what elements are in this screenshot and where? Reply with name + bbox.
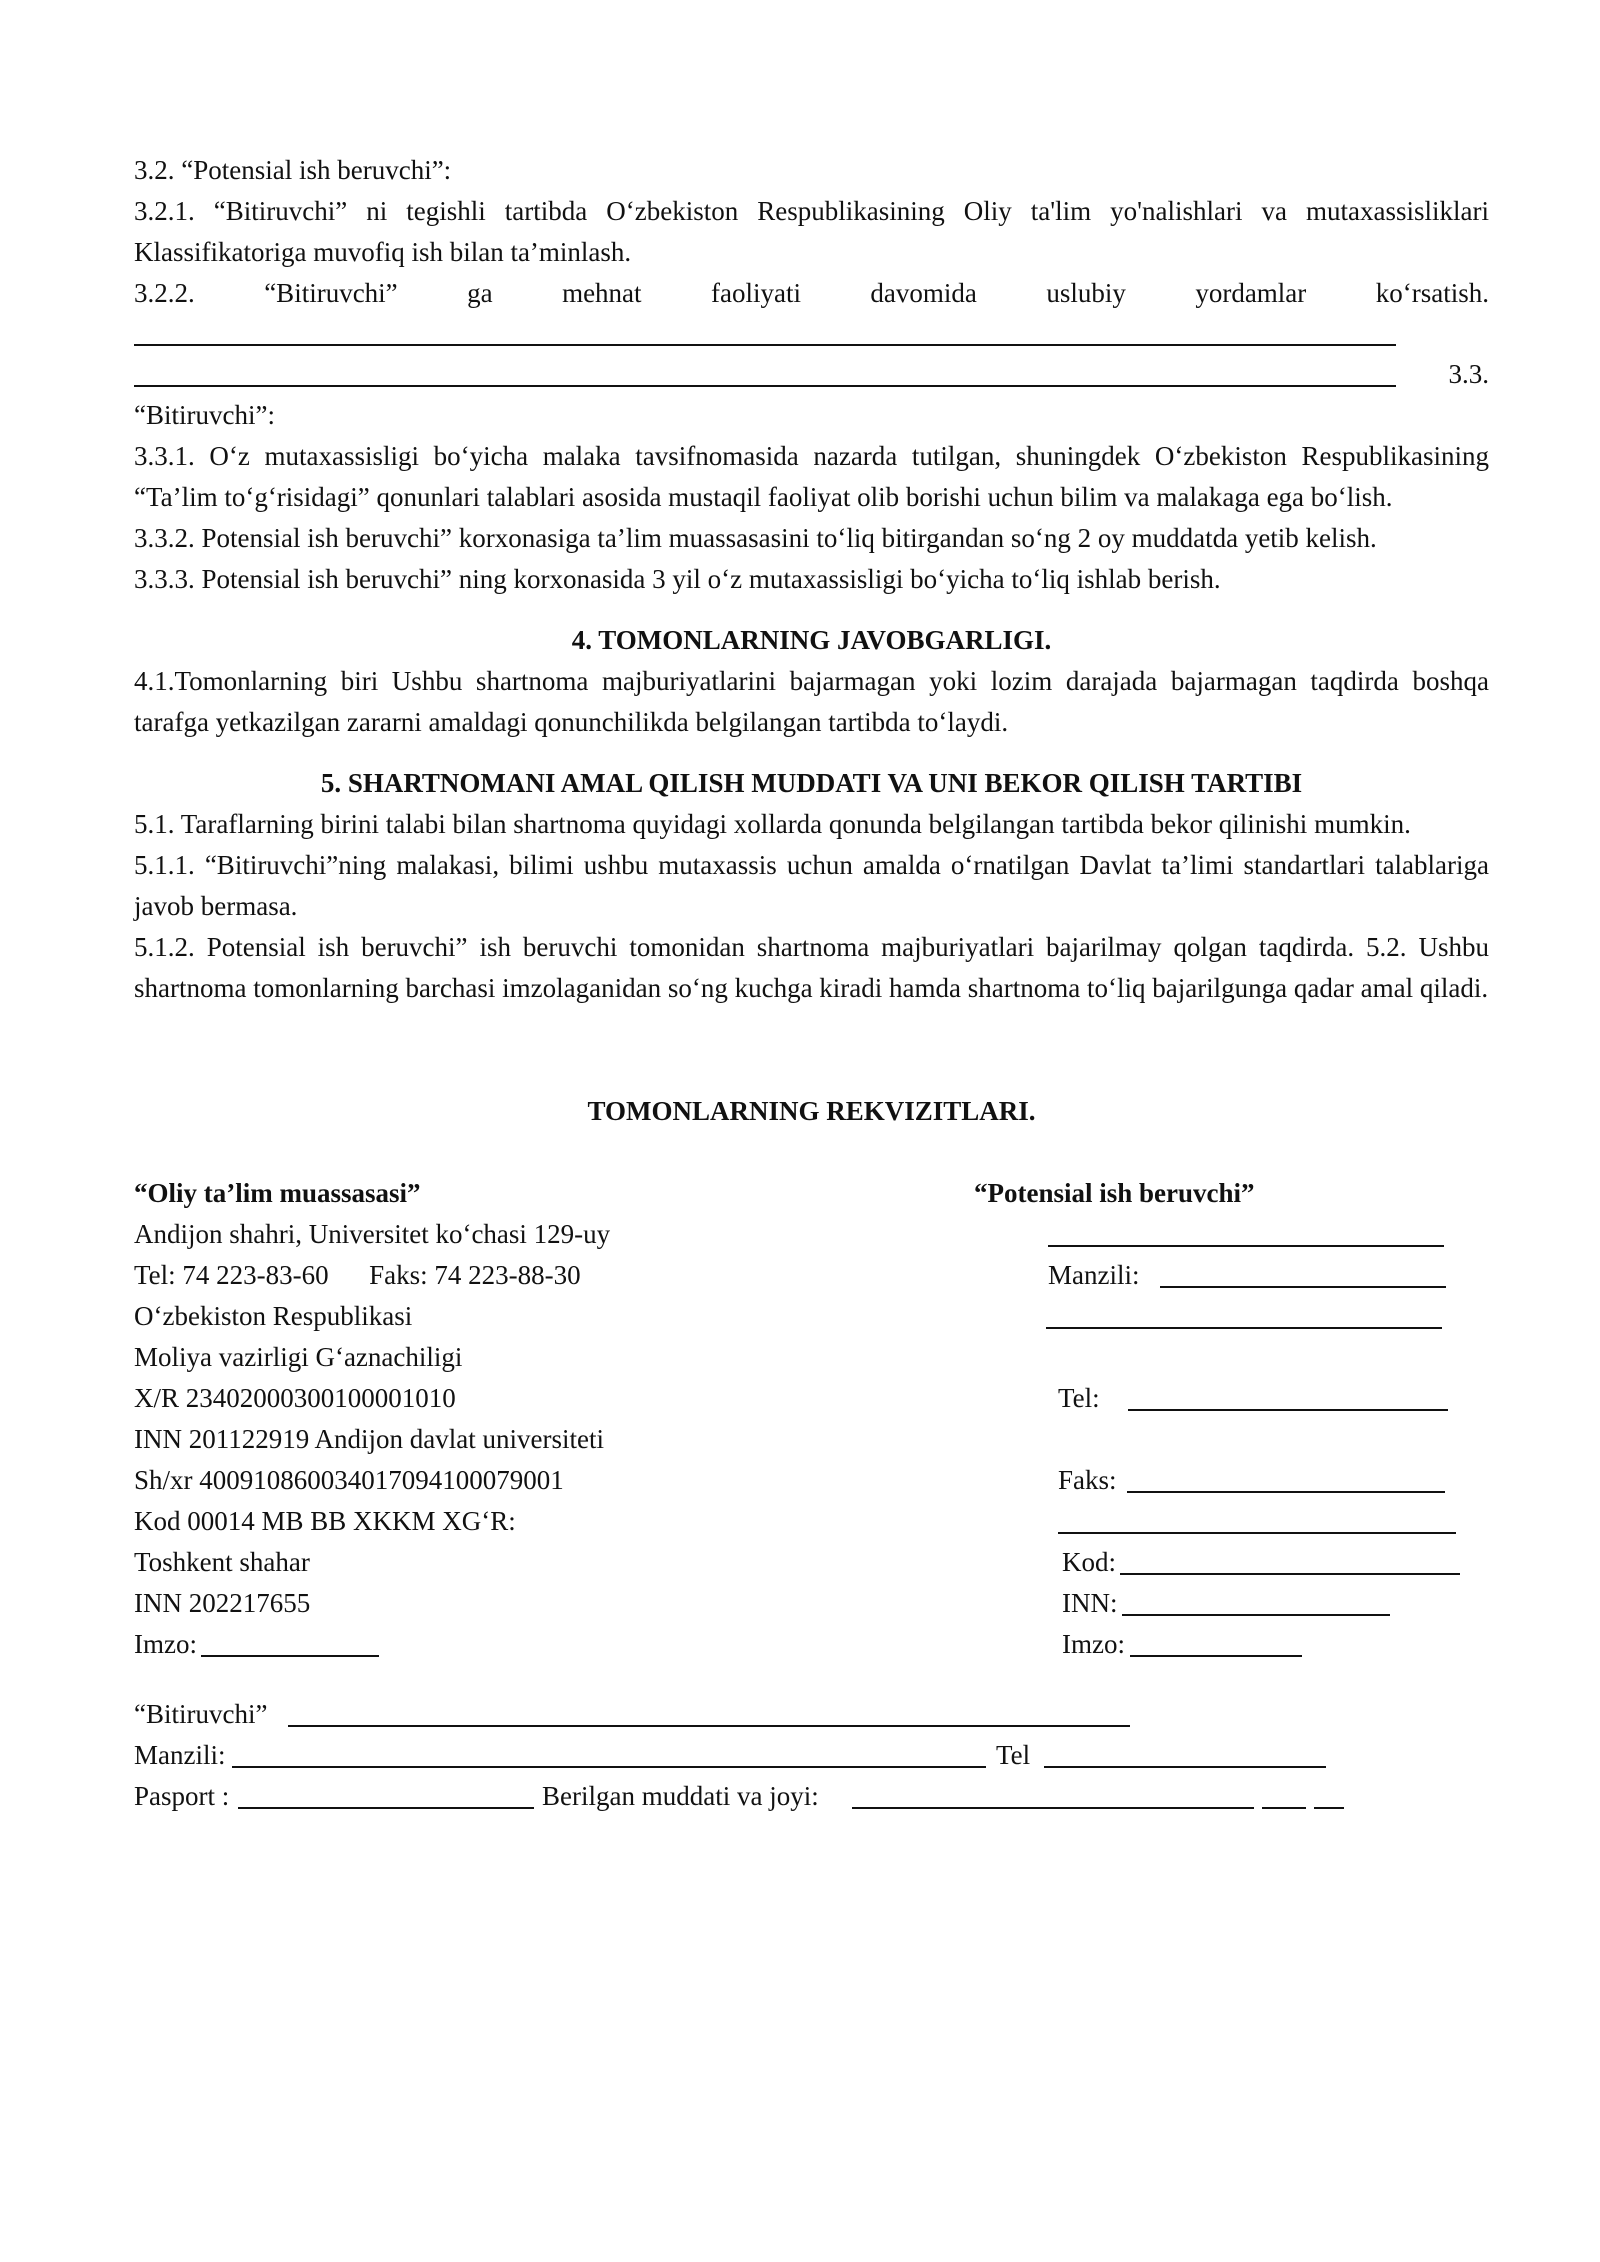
- employer-blank: [894, 1214, 1489, 1255]
- fill-line: [1048, 1215, 1444, 1247]
- kod-line: [1120, 1543, 1460, 1575]
- university-line: INN 201122919 Andijon davlat universiteti: [134, 1424, 604, 1454]
- clause-3-2: 3.2. “Potensial ish beruvchi”:: [134, 155, 452, 185]
- university-line: Andijon shahri, Universitet ko‘chasi 129-uy: [134, 1219, 611, 1249]
- university-line: Tel: 74 223-83-60 Faks: 74 223-88-30: [134, 1260, 581, 1290]
- clause-3-2-2-word: “Bitiruvchi”: [264, 278, 398, 308]
- signature-label: Imzo:: [1062, 1629, 1125, 1659]
- employer-faks: [894, 1460, 1489, 1501]
- employer-spacer: [894, 1419, 1489, 1460]
- university-line: O‘zbekiston Respublikasi: [134, 1301, 413, 1331]
- graduate-name-line: [288, 1695, 1130, 1727]
- university-signature: [134, 1624, 894, 1665]
- university-line: Kod 00014 MB BB XKKM XG‘R:: [134, 1506, 516, 1536]
- blank-line-1: [134, 314, 1489, 354]
- graduate-passport-row: [134, 1776, 1489, 1817]
- faks-line: [1127, 1461, 1445, 1493]
- university-requisites: [134, 1173, 894, 1665]
- requisites-heading: TOMONLARNING REKVIZITLARI.: [587, 1096, 1036, 1126]
- clause-3-3: “Bitiruvchi”:: [134, 400, 275, 430]
- fill-line: [1046, 1297, 1442, 1329]
- graduate-address-row: [134, 1735, 1489, 1776]
- kod-label: Kod:: [1062, 1547, 1116, 1577]
- clause-3-2-2-word: davomida: [870, 278, 977, 308]
- employer-address: [894, 1255, 1489, 1296]
- university-line: INN 202217655: [134, 1588, 311, 1618]
- graduate-name-row: [134, 1694, 1489, 1735]
- signature-label: Imzo:: [134, 1629, 197, 1659]
- clause-3-3-1: 3.3.1. O‘z mutaxassisligi bo‘yicha malaka tavsifnomasida nazarda tutilgan, shuningdek O‘zbekiston Respublikasining “Ta’lim to‘g‘risidagi” qonunlari talablari asosida mustaqil faoliyat olib borishi uchun bilim va malakaga ega bo‘lish.: [134, 441, 1489, 512]
- university-line: Toshkent shahar: [134, 1547, 310, 1577]
- address-line: [1160, 1256, 1446, 1288]
- university-title: “Oliy ta’lim muassasasi”: [134, 1178, 421, 1208]
- inn-label: INN:: [1062, 1588, 1118, 1618]
- inn-line: [1122, 1584, 1390, 1616]
- fill-line: [134, 355, 1396, 387]
- graduate-address-label: Manzili:: [134, 1740, 226, 1770]
- employer-blank: [894, 1501, 1489, 1542]
- address-label: Manzili:: [1048, 1260, 1140, 1290]
- employer-requisites: [894, 1173, 1489, 1665]
- fill-line: [134, 314, 1396, 346]
- university-line: Sh/xr 400910860034017094100079001: [134, 1465, 564, 1495]
- employer-blank: [894, 1296, 1489, 1337]
- clause-5-1-1: 5.1.1. “Bitiruvchi”ning malakasi, bilimi ushbu mutaxassis uchun amalda o‘rnatilgan Davlat ta’limi standartlari talablariga javob bermasa.: [134, 850, 1489, 921]
- issued-line: [852, 1777, 1254, 1809]
- employer-signature: [894, 1624, 1489, 1665]
- clause-3-2-2-word: ga: [467, 278, 493, 308]
- employer-tel: [894, 1378, 1489, 1419]
- clause-3-3-3: 3.3.3. Potensial ish beruvchi” ning korxonasida 3 yil o‘z mutaxassisligi bo‘yicha to‘liq ishlab berish.: [134, 564, 1221, 594]
- clause-3-2-2-word: faoliyati: [711, 278, 801, 308]
- tel-label: Tel:: [1058, 1383, 1100, 1413]
- passport-label: Pasport :: [134, 1781, 230, 1811]
- faks-label: Faks:: [1058, 1465, 1117, 1495]
- signature-line: [1130, 1625, 1302, 1657]
- clause-3-2-2: [134, 273, 1489, 314]
- clause-5-1: 5.1. Taraflarning birini talabi bilan shartnoma quyidagi xollarda qonunda belgilangan tartibda bekor qilinishi mumkin.: [134, 809, 1411, 839]
- section-4-heading: 4. TOMONLARNING JAVOBGARLIGI.: [571, 625, 1052, 655]
- requisites-block: [134, 1173, 1489, 1659]
- clause-4-1: 4.1.Tomonlarning biri Ushbu shartnoma majburiyatlarini bajarmagan yoki lozim darajada bajarmagan taqdirda boshqa tarafga yetkazilgan zararni amaldagi qonunchilikda belgilangan tartibda to‘laydi.: [134, 666, 1489, 737]
- fill-line: [1058, 1502, 1456, 1534]
- employer-title: “Potensial ish beruvchi”: [974, 1178, 1255, 1208]
- employer-kod: [894, 1542, 1489, 1583]
- graduate-tel-line: [1044, 1736, 1326, 1768]
- employer-spacer: [894, 1337, 1489, 1378]
- issued-line: [1314, 1777, 1344, 1809]
- employer-inn: [894, 1583, 1489, 1624]
- passport-line: [238, 1777, 534, 1809]
- clause-3-3-2: 3.3.2. Potensial ish beruvchi” korxonasiga ta’lim muassasasini to‘liq bitirgandan so‘ng 2 oy muddatda yetib kelish.: [134, 523, 1377, 553]
- document-page: [134, 150, 1489, 1817]
- clause-3-2-2-word: mehnat: [562, 278, 642, 308]
- issued-line: [1262, 1777, 1306, 1809]
- clause-5-1-2: 5.1.2. Potensial ish beruvchi” ish beruvchi tomonidan shartnoma majburiyatlari bajarilmay qolgan taqdirda. 5.2. Ushbu shartnoma tomonlarning barchasi imzolaganidan so‘ng kuchga kiradi hamda shartnoma to‘liq bajarilgunga qadar amal qiladi.: [134, 932, 1489, 1003]
- graduate-tel-label: Tel: [996, 1740, 1031, 1770]
- clause-3-2-2-word: yordamlar: [1195, 278, 1307, 308]
- blank-line-2: [134, 354, 1489, 395]
- university-line: X/R 23402000300100001010: [134, 1383, 456, 1413]
- signature-line: [201, 1625, 379, 1657]
- graduate-address-line: [232, 1736, 986, 1768]
- issued-label: Berilgan muddati va joyi:: [542, 1781, 819, 1811]
- clause-3-2-2-word: 3.2.2.: [134, 278, 195, 308]
- graduate-label: “Bitiruvchi”: [134, 1699, 268, 1729]
- clause-3-2-2-word: ko‘rsatish.: [1375, 278, 1489, 308]
- university-line: Moliya vazirligi G‘aznachiligi: [134, 1342, 463, 1372]
- clause-3-3-number: 3.3.: [1448, 359, 1489, 389]
- section-5-heading: 5. SHARTNOMANI AMAL QILISH MUDDATI VA UNI BEKOR QILISH TARTIBI: [320, 768, 1303, 798]
- clause-3-2-1: 3.2.1. “Bitiruvchi” ni tegishli tartibda O‘zbekiston Respublikasining Oliy ta'lim yo'nalishlari va mutaxassisliklari Klassifikatoriga muvofiq ish bilan ta’minlash.: [134, 196, 1489, 267]
- clause-3-2-2-word: uslubiy: [1046, 278, 1126, 308]
- tel-line: [1128, 1379, 1448, 1411]
